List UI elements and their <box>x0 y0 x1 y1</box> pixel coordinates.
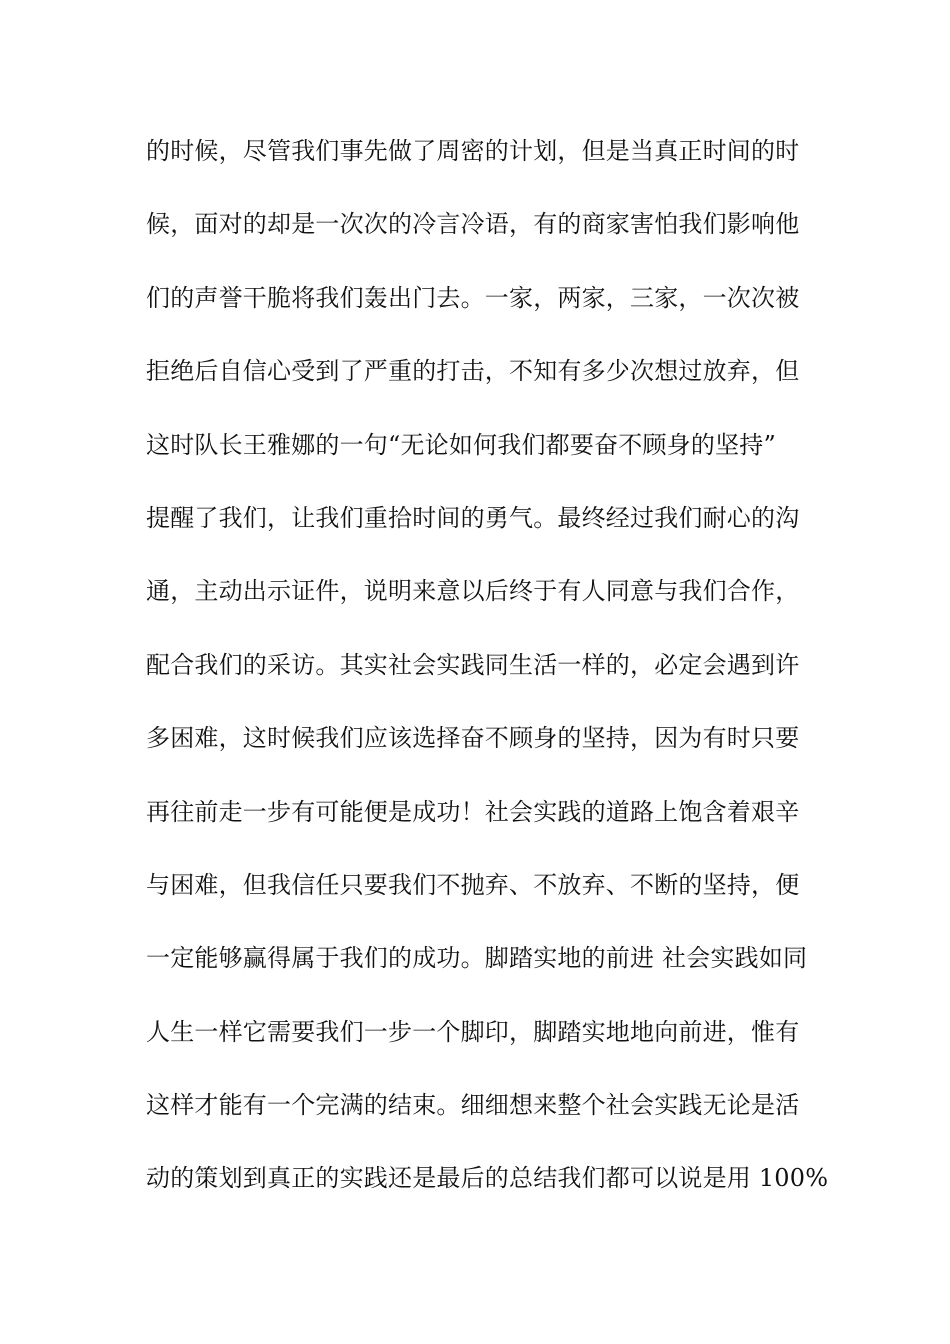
text-line: 多困难，这时候我们应该选择奋不顾身的坚持，因为有时只要 <box>146 724 800 753</box>
text-line: 这时队长王雅娜的一句“无论如何我们都要奋不顾身的坚持” <box>146 430 776 459</box>
text-line: 拒绝后自信心受到了严重的打击，不知有多少次想过放弃，但 <box>146 357 800 386</box>
text-line: 候，面对的却是一次次的冷言冷语，有的商家害怕我们影响他 <box>146 210 800 239</box>
text-line: 人生一样它需要我们一步一个脚印，脚踏实地地向前进，惟有 <box>146 1017 800 1046</box>
text-line: 通，主动出示证件，说明来意以后终于有人同意与我们合作， <box>146 577 800 606</box>
text-line: 们的声誉干脆将我们轰出门去。一家，两家，三家，一次次被 <box>146 283 800 312</box>
text-line: 一定能够赢得属于我们的成功。脚踏实地的前进 社会实践如同 <box>146 944 808 973</box>
body-paragraph <box>146 128 829 1229</box>
text-line: 动的策划到真正的实践还是最后的总结我们都可以说是用 100% <box>146 1164 829 1193</box>
text-line: 提醒了我们，让我们重拾时间的勇气。最终经过我们耐心的沟 <box>146 503 800 532</box>
text-line: 与困难，但我信任只要我们不抛弃、不放弃、不断的坚持，便 <box>146 870 800 899</box>
text-line: 再往前走一步有可能便是成功！社会实践的道路上饱含着艰辛 <box>146 797 800 826</box>
text-line: 这样才能有一个完满的结束。细细想来整个社会实践无论是活 <box>146 1091 800 1120</box>
text-line: 的时候，尽管我们事先做了周密的计划，但是当真正时间的时 <box>146 137 800 165</box>
text-line: 配合我们的采访。其实社会实践同生活一样的，必定会遇到许 <box>146 650 800 679</box>
